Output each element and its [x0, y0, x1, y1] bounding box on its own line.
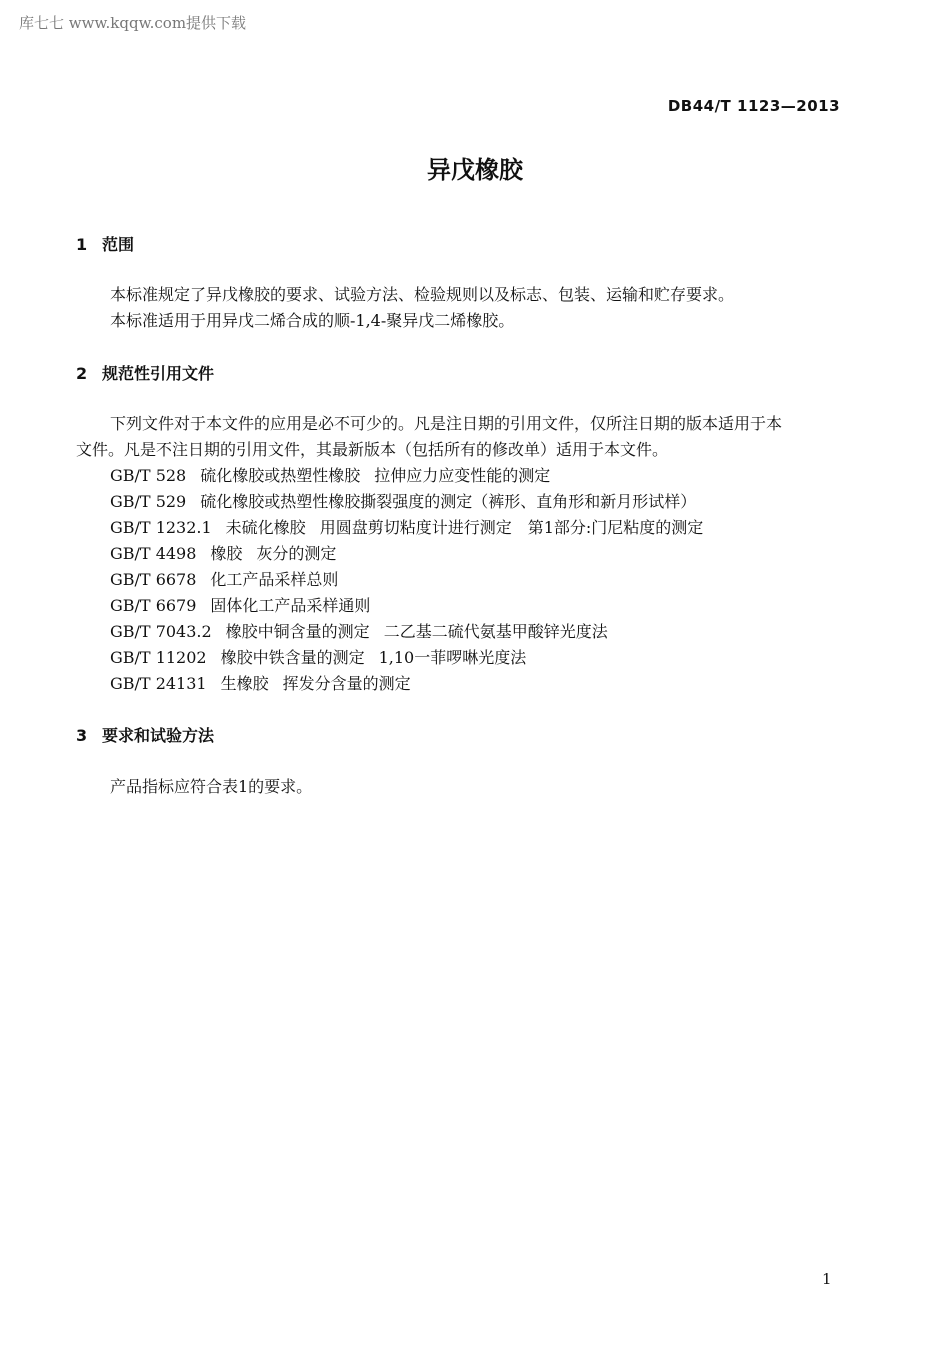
reference-code: GB/T 6679: [110, 596, 197, 615]
reference-code: GB/T 24131: [110, 674, 207, 693]
page-number: 1: [822, 1270, 832, 1288]
section-number: 3: [76, 726, 88, 745]
reference-subtitle: 用圆盘剪切粘度计进行测定 第1部分:门尼粘度的测定: [319, 518, 704, 537]
reference-code: GB/T 6678: [110, 570, 197, 589]
reference-subtitle: 灰分的测定: [256, 544, 337, 563]
reference-item: [110, 463, 550, 486]
reference-item: [110, 541, 336, 564]
reference-code: GB/T 1232.1: [110, 518, 212, 537]
paragraph: 本标准规定了异戊橡胶的要求、试验方法、检验规则以及标志、包装、运输和贮存要求。: [110, 285, 735, 304]
reference-title: 橡胶中铁含量的测定: [220, 648, 365, 667]
reference-title: 生橡胶: [220, 674, 269, 693]
reference-item: [110, 619, 608, 642]
paragraph: 本标准适用于用异戊二烯合成的顺-1,4-聚异戊二烯橡胶。: [110, 311, 515, 330]
reference-code: GB/T 4498: [110, 544, 197, 563]
reference-item: [110, 593, 384, 616]
reference-title: 硫化橡胶或热塑性橡胶: [200, 466, 361, 485]
section-number: 2: [76, 364, 88, 383]
section-title: 要求和试验方法: [102, 726, 215, 745]
paragraph: 文件。凡是不注日期的引用文件，其最新版本（包括所有的修改单）适用于本文件。: [76, 440, 669, 459]
reference-item: [110, 567, 352, 590]
reference-subtitle: 二乙基二硫代氨基甲酸锌光度法: [383, 622, 608, 641]
reference-title: 固体化工产品采样通则: [210, 596, 371, 615]
reference-code: GB/T 528: [110, 466, 187, 485]
section-heading-1: [76, 232, 134, 255]
reference-item: [110, 515, 703, 538]
reference-title: 未硫化橡胶: [225, 518, 306, 537]
reference-title: 化工产品采样总则: [210, 570, 339, 589]
reference-code: GB/T 7043.2: [110, 622, 212, 641]
reference-item: [110, 645, 526, 668]
reference-title: 橡胶中铜含量的测定: [225, 622, 370, 641]
section-heading-3: [76, 723, 214, 746]
reference-item: [110, 489, 710, 512]
watermark: 库七七 www.kqqw.com提供下载: [19, 14, 247, 32]
reference-subtitle: 拉伸应力应变性能的测定: [374, 466, 551, 485]
section-title: 规范性引用文件: [102, 364, 215, 383]
section-heading-2: [76, 361, 214, 384]
paragraph: 下列文件对于本文件的应用是必不可少的。凡是注日期的引用文件，仅所注日期的版本适用于本: [110, 414, 783, 433]
document-title: 异戊橡胶: [427, 156, 523, 184]
paragraph: 产品指标应符合表1的要求。: [110, 777, 313, 796]
reference-subtitle: 挥发分含量的测定: [282, 674, 411, 693]
reference-subtitle: 1,10一菲啰啉光度法: [378, 648, 527, 667]
section-number: 1: [76, 235, 88, 254]
reference-title: 硫化橡胶或热塑性橡胶撕裂强度的测定（裤形、直角形和新月形试样）: [200, 492, 697, 511]
reference-code: GB/T 11202: [110, 648, 207, 667]
document-code: DB44/T 1123—2013: [667, 97, 840, 115]
section-title: 范围: [102, 235, 135, 254]
reference-code: GB/T 529: [110, 492, 187, 511]
reference-title: 橡胶: [210, 544, 243, 563]
reference-item: [110, 671, 411, 694]
